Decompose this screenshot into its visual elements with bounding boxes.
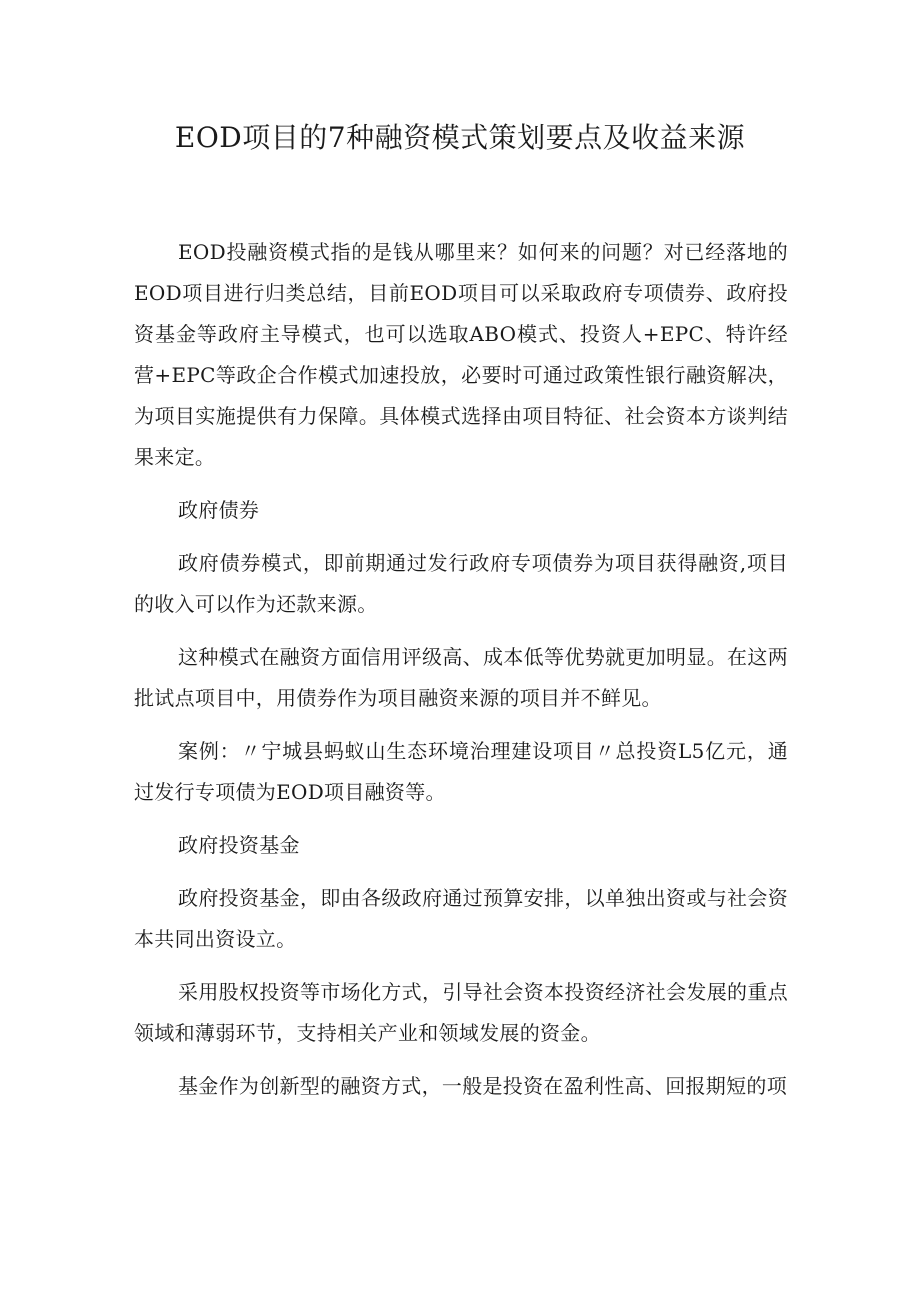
paragraph-bonds-case: 案例：〃宁城县蚂蚁山生态环境治理建设项目〃总投资L5亿元，通过发行专项债为EOD项目融资等。 [134, 739, 788, 804]
section-heading-investment-fund: 政府投资基金 [178, 833, 300, 857]
paragraph-fund-approach: 采用股权投资等市场化方式，引导社会资本投资经济社会发展的重点领域和薄弱环节，支持相关产业和领域发展的资金。 [134, 980, 788, 1045]
page-title: EOD项目的7种融资模式策划要点及收益来源 [174, 121, 746, 154]
document-body [134, 232, 788, 1119]
paragraph-bonds-definition: 政府债券模式，即前期通过发行政府专项债券为项目获得融资,项目的收入可以作为还款来源。 [134, 551, 788, 616]
paragraph-fund-definition: 政府投资基金，即由各级政府通过预算安排，以单独出资或与社会资本共同出资设立。 [134, 886, 788, 951]
section-heading-government-bonds: 政府债券 [178, 498, 260, 522]
paragraph-fund-innovation: 基金作为创新型的融资方式，一般是投资在盈利性高、回报期短的项 [178, 1074, 787, 1098]
paragraph-bonds-advantages: 这种模式在融资方面信用评级高、成本低等优势就更加明显。在这两批试点项目中，用债券作为项目融资来源的项目并不鲜见。 [134, 645, 788, 710]
paragraph-intro: EOD投融资模式指的是钱从哪里来？如何来的问题？对已经落地的EOD项目进行归类总结，目前EOD项目可以采取政府专项债券、政府投资基金等政府主导模式，也可以选取ABO模式、投资人+EPC、特许经营+EPC等政企合作模式加速投放，必要时可通过政策性银行融资解决，为项目实施提供有力保障。具体模式选择由项目特征、社会资本方谈判结果来定。 [134, 240, 788, 469]
